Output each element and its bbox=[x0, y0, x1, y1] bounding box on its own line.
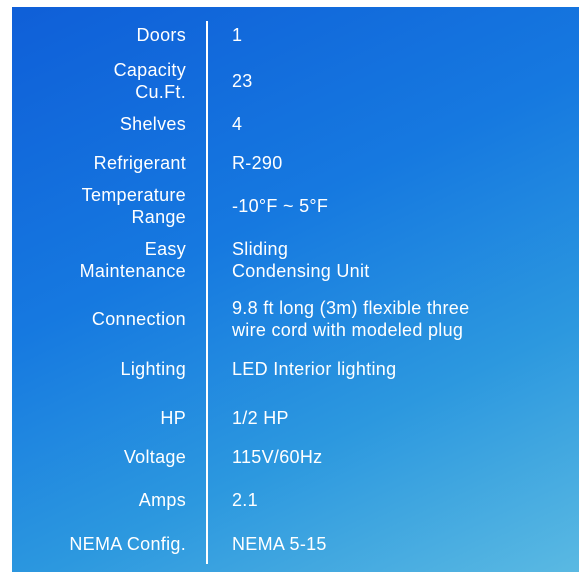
spec-value: 1 bbox=[232, 25, 243, 45]
spec-label: Amps bbox=[138, 490, 186, 510]
spec-value: NEMA 5-15 bbox=[232, 534, 327, 554]
spec-value: Sliding Condensing Unit bbox=[232, 239, 370, 281]
spec-label: Temperature Range bbox=[81, 185, 186, 227]
spec-label: Voltage bbox=[123, 447, 186, 467]
spec-label: Capacity Cu.Ft. bbox=[113, 60, 186, 102]
spec-value: LED Interior lighting bbox=[232, 359, 397, 379]
spec-panel bbox=[12, 7, 579, 572]
spec-value: 2.1 bbox=[232, 490, 258, 510]
spec-label: Shelves bbox=[119, 114, 186, 134]
spec-label: Lighting bbox=[120, 359, 186, 379]
spec-label: HP bbox=[160, 408, 186, 428]
spec-value: 1/2 HP bbox=[232, 408, 289, 428]
spec-value: 4 bbox=[232, 114, 243, 134]
column-divider bbox=[206, 21, 208, 564]
spec-value: -10°F ~ 5°F bbox=[232, 196, 329, 216]
spec-label: Connection bbox=[91, 309, 186, 329]
spec-label: Doors bbox=[136, 25, 186, 45]
spec-value: 9.8 ft long (3m) flexible three wire cord with modeled plug bbox=[232, 298, 470, 340]
spec-value: 115V/60Hz bbox=[232, 447, 323, 467]
spec-value: 23 bbox=[232, 71, 253, 91]
spec-label: NEMA Config. bbox=[69, 534, 186, 554]
spec-label: Refrigerant bbox=[93, 153, 186, 173]
spec-label: Easy Maintenance bbox=[79, 239, 186, 281]
spec-value: R-290 bbox=[232, 153, 283, 173]
